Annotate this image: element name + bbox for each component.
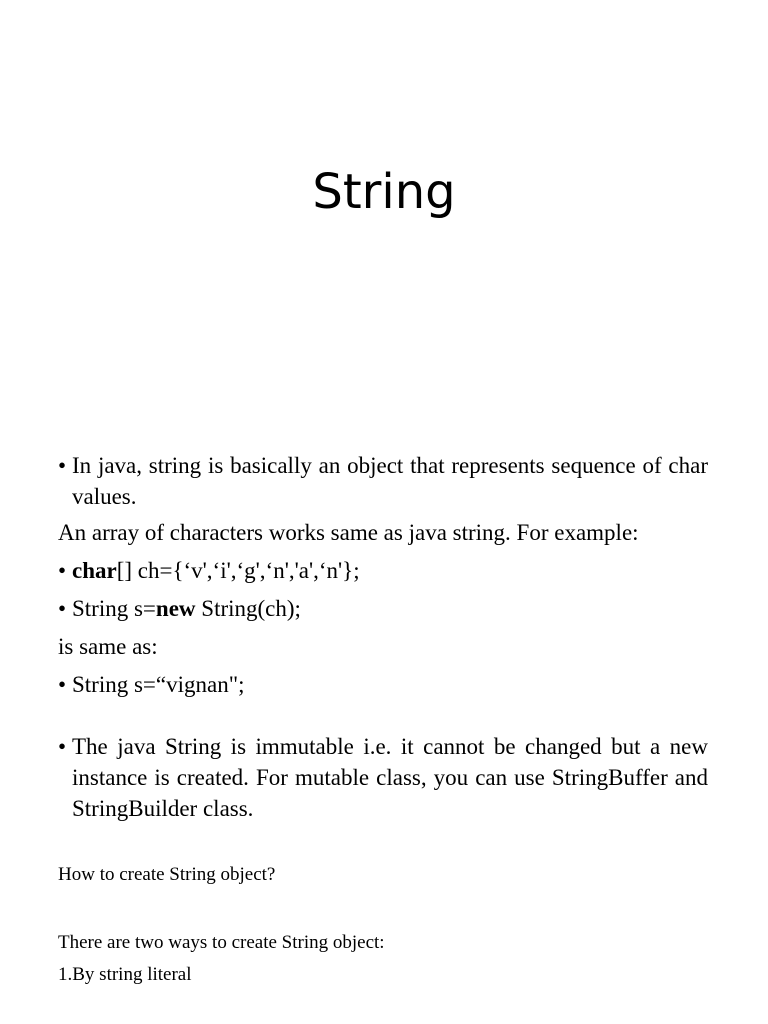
bullet-dot: • [58, 596, 67, 621]
literal-code: String s=“vignan"; [72, 672, 245, 697]
bullet-dot: • [58, 734, 67, 759]
bullet-intro [58, 450, 708, 512]
new-suffix: String(ch); [195, 596, 301, 621]
way-one-line: 1.By string literal [58, 964, 192, 985]
intro-text: In java, string is basically an object that represents sequence of char values. [72, 453, 708, 509]
immutable-text: The java String is immutable i.e. it cannot be changed but a new instance is created. For mutable class, you can use StringBuffer and StringBuilder class. [72, 734, 708, 821]
slide-body [58, 450, 708, 989]
slide-title: String [312, 164, 456, 220]
new-prefix: String s= [72, 596, 156, 621]
bullet-literal [58, 669, 708, 700]
spacer [58, 707, 708, 731]
two-ways-line: There are two ways to create String object: [58, 932, 385, 953]
char-keyword: char [72, 558, 117, 583]
char-array-code: [] ch={‘v',‘i',‘g',‘n','a',‘n'}; [116, 558, 360, 583]
same-as-line: is same as: [58, 634, 158, 659]
bullet-dot: • [58, 672, 67, 697]
new-keyword: new [155, 596, 196, 621]
question-line: How to create String object? [58, 864, 276, 885]
bullet-new-string [58, 593, 708, 624]
bullet-dot: • [58, 453, 67, 478]
array-line: An array of characters works same as java string. For example: [58, 520, 639, 545]
bullet-char-array [58, 555, 708, 586]
bullet-immutable [58, 731, 708, 824]
bullet-dot: • [58, 558, 67, 583]
